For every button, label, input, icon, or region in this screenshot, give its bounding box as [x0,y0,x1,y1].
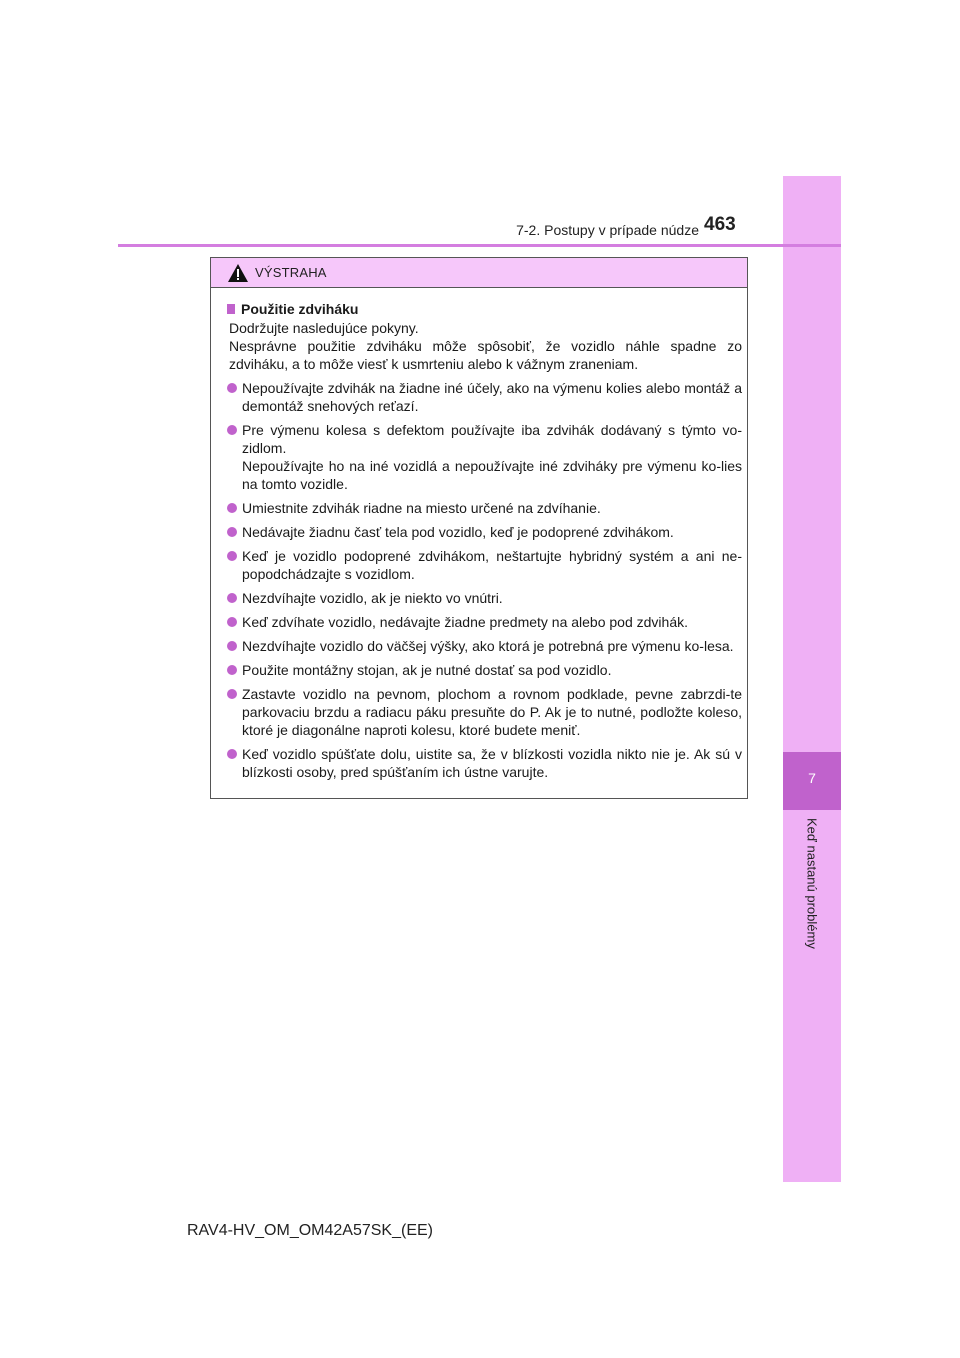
warning-bullet-item [227,661,742,679]
warning-bullet-text: Umiestnite zdvihák riadne na miesto určené na zdvíhanie. [242,500,601,516]
warning-bullet-item [227,637,742,655]
manual-code: RAV4-HV_OM_OM42A57SK_(EE) [186,1222,433,1239]
warning-bullet-item [227,499,742,517]
round-bullet-icon [227,689,237,699]
warning-bullet-item [227,589,742,607]
warning-bullet-text: Nezdvíhajte vozidlo do väčšej výšky, ako ktorá je potrebná pre výmenu ko-lesa. [242,638,734,654]
warning-bullet-list [227,379,742,781]
warning-section-title: Použitie zdviháku [241,301,359,317]
round-bullet-icon [227,665,237,675]
warning-body [211,288,747,781]
warning-bullet-item [227,547,742,583]
warning-bullet-text: Pre výmenu kolesa s defektom používajte iba zdvihák dodávaný s týmto vo-zidlom. Nepoužívajte ho na iné vozidlá a nepoužívajte iné zdviháky pre výmenu ko-lies na tomto vozidle. [242,422,742,492]
warning-title: VÝSTRAHA [255,265,327,280]
warning-bullet-text: Použite montážny stojan, ak je nutné dostať sa pod vozidlo. [242,662,612,678]
round-bullet-icon [227,527,237,537]
warning-bullet-text: Keď je vozidlo podoprené zdvihákom, neštartujte hybridný systém a ani ne-popodchádzajte s vozidlom. [242,548,742,582]
round-bullet-icon [227,503,237,513]
warning-header [211,258,747,288]
round-bullet-icon [227,749,237,759]
warning-bullet-text: Keď zdvíhate vozidlo, nedávajte žiadne predmety na alebo pod zdvihák. [242,614,689,630]
chapter-title: Keď nastanú problémy [804,818,820,949]
warning-bullet-item [227,379,742,415]
warning-bullet-item [227,421,742,493]
round-bullet-icon [227,593,237,603]
warning-box [210,257,748,799]
warning-bullet-item [227,523,742,541]
warning-bullet-text: Keď vozidlo spúšťate dolu, uistite sa, že v blízkosti vozidla nikto nie je. Ak sú v blízkosti osoby, pred spúšťaním ich ústne varujte. [242,746,742,780]
warning-bullet-text: Nezdvíhajte vozidlo, ak je niekto vo vnútri. [242,590,503,606]
warning-bullet-text: Zastavte vozidlo na pevnom, plochom a rovnom podklade, pevne zabrzdi-te parkovaciu brzdu a radiacu páku presuňte do P. Ak je to nutné, podložte koleso, ktoré je diagonálne naproti kolesu, ktoré budete meniť. [242,686,742,738]
warning-bullet-text: Nepoužívajte zdvihák na žiadne iné účely, ako na výmenu kolies alebo montáž a demontáž snehových reťazí. [242,380,742,414]
chapter-side-tab [783,176,841,1182]
round-bullet-icon [227,425,237,435]
warning-intro [227,319,742,373]
warning-triangle-icon [227,263,249,283]
warning-bullet-item [227,685,742,739]
round-bullet-icon [227,641,237,651]
warning-section-heading [227,300,742,318]
warning-bullet-text: Nedávajte žiadnu časť tela pod vozidlo, keď je podoprené zdvihákom. [242,524,674,540]
round-bullet-icon [227,551,237,561]
page-number: 463 [704,214,736,235]
warning-bullet-item [227,613,742,631]
round-bullet-icon [227,617,237,627]
round-bullet-icon [227,383,237,393]
intro-line: Dodržujte nasledujúce pokyny. [229,320,419,336]
intro-line: Nesprávne použitie zdviháku môže spôsobiť, že vozidlo náhle spadne zo zdviháku, a to môže viesť k usmrteniu alebo k vážnym zraneniam. [229,338,742,372]
header-divider [118,244,841,247]
square-bullet-icon [227,304,235,314]
chapter-number: 7 [808,770,816,786]
section-title: 7-2. Postupy v prípade núdze [516,222,699,238]
warning-bullet-item [227,745,742,781]
